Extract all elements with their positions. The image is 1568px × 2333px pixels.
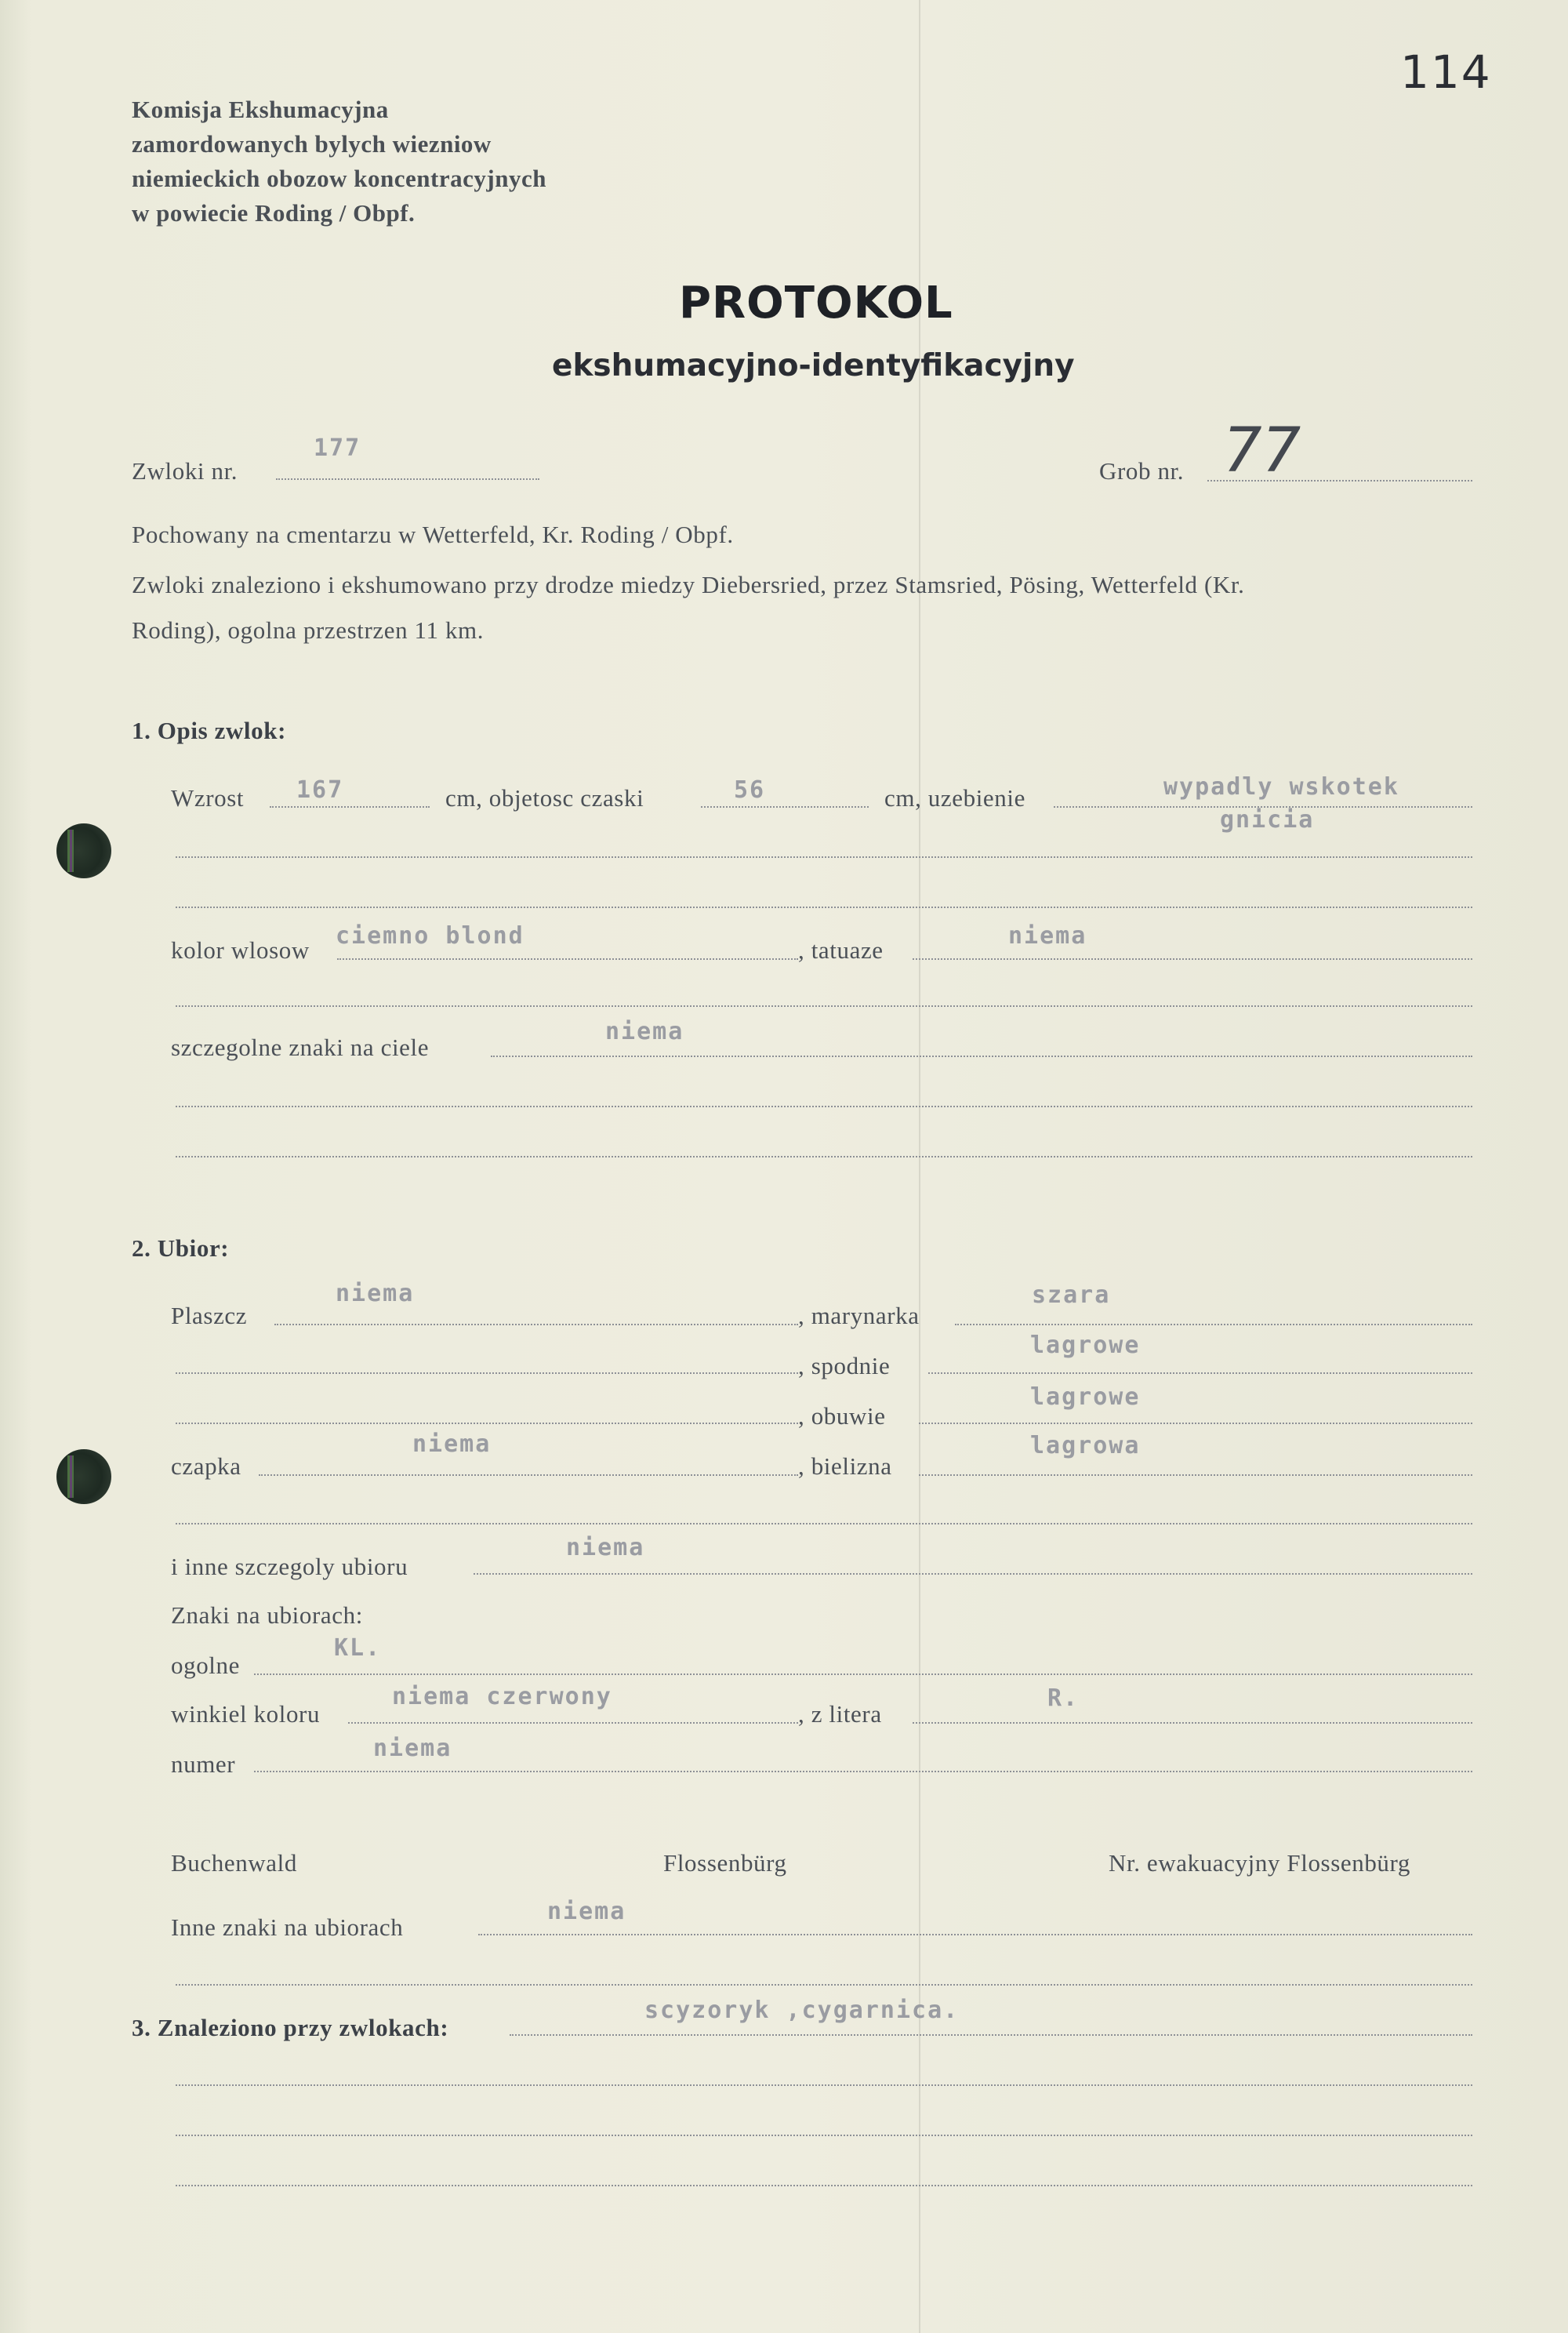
triangle-color-label: winkiel koloru — [171, 1700, 321, 1728]
height-value: 167 — [296, 776, 344, 804]
teeth-value: gnicia — [1220, 806, 1315, 834]
cap-label: czapka — [171, 1452, 241, 1480]
cap-value: niema — [412, 1430, 492, 1458]
underwear-value: lagrowa — [1030, 1432, 1141, 1459]
grave-number-value: 77 — [1223, 416, 1301, 486]
underwear-label: , bielizna — [798, 1452, 892, 1480]
number-label: numer — [171, 1750, 236, 1778]
corpse-number-label: Zwloki nr. — [132, 457, 238, 485]
coat-label: Plaszcz — [171, 1302, 248, 1329]
other-clothing-marks-label: Inne znaki na ubiorach — [171, 1913, 404, 1941]
document-title: PROTOKOL — [679, 278, 953, 329]
hair-color-value: ciemno blond — [336, 922, 524, 950]
burial-line: Pochowany na cmentarzu w Wetterfeld, Kr. Roding / Obpf. — [132, 521, 734, 548]
letter-label: , z litera — [798, 1700, 882, 1728]
body-marks-value: niema — [605, 1018, 684, 1045]
other-clothing-value: niema — [566, 1534, 645, 1561]
general-marks-label: ogolne — [171, 1652, 240, 1679]
teeth-label: cm, uzebienie — [884, 784, 1025, 812]
height-label: Wzrost — [171, 784, 245, 812]
jacket-label: , marynarka — [798, 1302, 920, 1329]
found-items-value: scyzoryk ,cygarnica. — [644, 1997, 960, 2024]
number-value: niema — [373, 1735, 452, 1762]
jacket-value: szara — [1032, 1281, 1111, 1309]
general-marks-value: KL. — [334, 1634, 382, 1662]
section-heading: 2. Ubior: — [132, 1234, 230, 1262]
page-number: 114 — [1400, 45, 1492, 99]
shoes-label: , obuwie — [798, 1402, 886, 1430]
skull-value: 56 — [734, 776, 766, 804]
teeth-value: wypadly wskotek — [1163, 773, 1399, 801]
triangle-color-value: niema czerwony — [392, 1683, 612, 1710]
section-heading: 1. Opis zwlok: — [132, 717, 287, 744]
trousers-value: lagrowe — [1030, 1332, 1141, 1359]
tattoo-value: niema — [1008, 922, 1087, 950]
flossenburg-label: Flossenbürg — [663, 1849, 787, 1877]
buchenwald-label: Buchenwald — [171, 1849, 297, 1877]
hair-color-label: kolor wlosow — [171, 936, 310, 964]
evacuation-number-label: Nr. ewakuacyjny Flossenbürg — [1109, 1849, 1410, 1877]
grave-number-label: Grob nr. — [1099, 457, 1185, 485]
body-marks-label: szczegolne znaki na ciele — [171, 1034, 430, 1061]
punch-hole — [56, 1449, 111, 1504]
corpse-number-value: 177 — [314, 434, 361, 462]
clothing-marks-heading: Znaki na ubiorach: — [171, 1601, 363, 1629]
burial-line: Zwloki znaleziono i ekshumowano przy drodze miedzy Diebersried, przez Stamsried, Pösing, Wetterfeld (Kr. — [132, 571, 1245, 598]
punch-hole — [56, 823, 111, 878]
shoes-value: lagrowe — [1030, 1383, 1141, 1411]
header-line: niemieckich obozow koncentracyjnych — [132, 165, 546, 192]
other-clothing-label: i inne szczegoly ubioru — [171, 1553, 408, 1580]
document-subtitle: ekshumacyjno-identyfikacyjny — [552, 348, 1075, 383]
coat-value: niema — [336, 1280, 415, 1307]
letter-value: R. — [1047, 1684, 1080, 1712]
section-heading: 3. Znaleziono przy zwlokach: — [132, 2014, 449, 2041]
tattoo-label: , tatuaze — [798, 936, 884, 964]
skull-label: cm, objetosc czaski — [445, 784, 644, 812]
trousers-label: , spodnie — [798, 1352, 891, 1379]
header-line: w powiecie Roding / Obpf. — [132, 199, 416, 227]
header-line: zamordowanych bylych wiezniow — [132, 130, 492, 158]
header-line: Komisja Ekshumacyjna — [132, 96, 389, 123]
other-clothing-marks-value: niema — [547, 1898, 626, 1925]
burial-line: Roding), ogolna przestrzen 11 km. — [132, 616, 485, 644]
